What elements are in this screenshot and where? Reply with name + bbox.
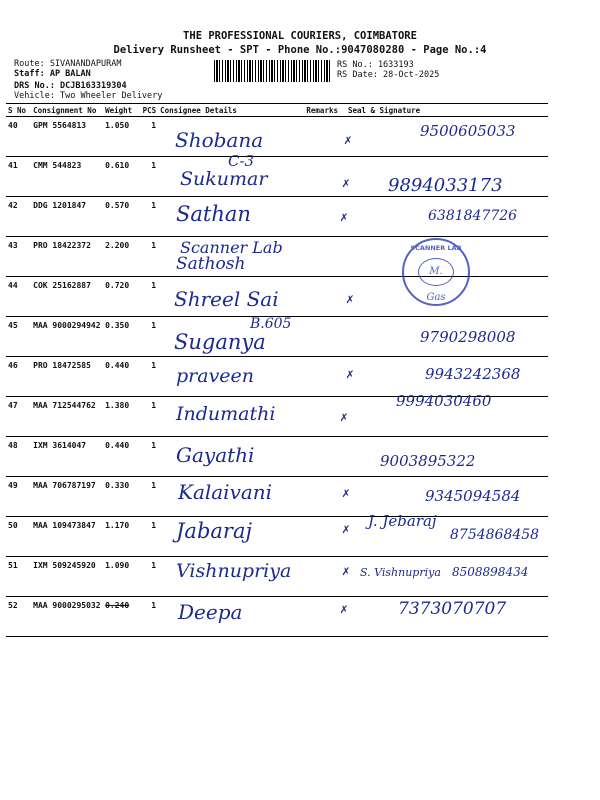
handwritten-phone: 9003895322 (380, 452, 476, 470)
drs-label: DRS No.: DCJB163319304 (14, 81, 127, 91)
tick-mark-icon: ✗ (346, 292, 354, 307)
handwritten-phone: 9500605033 (420, 122, 516, 140)
handwritten-name: Suganya (174, 330, 266, 354)
cell-sno: 52 (6, 597, 31, 637)
cell-pcs: 1 (141, 117, 159, 157)
handwritten-name: Jabaraj (176, 519, 252, 543)
cell-consignment: DDG 1201847 (31, 197, 103, 237)
rs-date: RS Date: 28-Oct-2025 (337, 70, 440, 80)
handwritten-name: Kalaivani (178, 480, 273, 504)
handwritten-name: Sukumar (180, 168, 268, 190)
cell-pcs: 1 (141, 597, 159, 637)
handwritten-phone: 8508898434 (452, 565, 529, 579)
tick-mark-icon: ✗ (340, 210, 348, 225)
handwritten-note: B.605 (250, 316, 292, 332)
cell-consignment: PRO 18422372 (31, 237, 103, 277)
rs-number: RS No.: 1633193 (337, 60, 414, 70)
staff-label: Staff: AP BALAN (14, 69, 91, 79)
cell-weight: 1.090 (103, 557, 141, 597)
cell-sno: 43 (6, 237, 31, 277)
cell-sno: 51 (6, 557, 31, 597)
cell-pcs: 1 (141, 237, 159, 277)
handwritten-signature: J. Jebaraj (368, 512, 437, 530)
cell-pcs: 1 (141, 317, 159, 357)
cell-weight: 0.440 (103, 357, 141, 397)
cell-consignment: CMM 544823 (31, 157, 103, 197)
tick-mark-icon: ✗ (342, 176, 350, 191)
col-signature: Seal & Signature (346, 104, 548, 117)
col-remarks: Remarks (304, 104, 346, 117)
cell-pcs: 1 (141, 277, 159, 317)
barcode-icon (214, 60, 332, 82)
cell-consignment: MAA 9000294942 (31, 317, 103, 357)
cell-sno: 42 (6, 197, 31, 237)
cell-weight: 0.350 (103, 317, 141, 357)
handwritten-phone: 8754868458 (450, 527, 540, 543)
handwritten-phone: 9943242368 (425, 365, 521, 383)
handwritten-name: Sathosh (176, 254, 246, 274)
cell-consignment: GPM 5564813 (31, 117, 103, 157)
handwritten-name: Indumathi (176, 403, 276, 425)
handwritten-name: Scanner Lab (180, 238, 283, 257)
cell-sno: 49 (6, 477, 31, 517)
cell-weight: 0.610 (103, 157, 141, 197)
stamp-signature: M. Gas (418, 258, 454, 286)
cell-pcs: 1 (141, 557, 159, 597)
cell-sno: 44 (6, 277, 31, 317)
handwritten-phone: 6381847726 (428, 208, 518, 224)
tick-mark-icon: ✗ (340, 410, 348, 425)
cell-pcs: 1 (141, 477, 159, 517)
cell-weight: 1.050 (103, 117, 141, 157)
handwritten-name: Shobana (175, 128, 264, 152)
tick-mark-icon: ✗ (340, 602, 348, 617)
cell-sno: 46 (6, 357, 31, 397)
cell-pcs: 1 (141, 157, 159, 197)
cell-sno: 41 (6, 157, 31, 197)
cell-pcs: 1 (141, 437, 159, 477)
handwritten-phone: 9994030460 (396, 392, 492, 410)
cell-weight: 0.570 (103, 197, 141, 237)
cell-pcs: 1 (141, 357, 159, 397)
cell-weight: 0.330 (103, 477, 141, 517)
handwritten-name: Deepa (178, 600, 243, 624)
cell-weight: 1.170 (103, 517, 141, 557)
col-consignment: Consignment No (31, 104, 103, 117)
stamp-text: SCANNER LAB (410, 244, 462, 252)
route-label: Route: SIVANANDAPURAM (14, 59, 122, 69)
cell-weight: 0.240 (103, 597, 141, 637)
vehicle-label: Vehicle: Two Wheeler Delivery (14, 91, 163, 101)
tick-mark-icon: ✗ (346, 367, 354, 382)
table-header-row (6, 104, 548, 117)
handwritten-phone: 7373070707 (398, 599, 507, 619)
company-title: THE PROFESSIONAL COURIERS, COIMBATORE (183, 30, 417, 42)
tick-mark-icon: ✗ (344, 133, 352, 148)
cell-weight: 1.380 (103, 397, 141, 437)
cell-consignment: MAA 9000295032 (31, 597, 103, 637)
cell-consignment: MAA 712544762 (31, 397, 103, 437)
cell-weight: 2.200 (103, 237, 141, 277)
tick-mark-icon: ✗ (342, 522, 350, 537)
company-seal-stamp (402, 238, 470, 306)
cell-consignment: COK 25162887 (31, 277, 103, 317)
cell-consignment: MAA 109473847 (31, 517, 103, 557)
col-pcs: PCS (142, 105, 157, 115)
col-consignee: Consignee Details (158, 104, 304, 117)
handwritten-name: Sathan (176, 202, 251, 226)
handwritten-name: Shreel Sai (174, 287, 279, 311)
handwritten-name: Gayathi (176, 443, 255, 467)
col-weight: Weight (103, 104, 141, 117)
cell-pcs: 1 (141, 517, 159, 557)
cell-pcs: 1 (141, 197, 159, 237)
handwritten-phone: 9894033173 (388, 175, 503, 196)
cell-sno: 50 (6, 517, 31, 557)
handwritten-name: Vishnupriya (176, 560, 292, 582)
cell-sno: 48 (6, 437, 31, 477)
cell-sno: 45 (6, 317, 31, 357)
col-sno: S No (6, 104, 31, 117)
handwritten-name: praveen (176, 365, 255, 387)
cell-consignment: PRO 18472585 (31, 357, 103, 397)
handwritten-phone: 9790298008 (420, 328, 516, 346)
handwritten-signature: S. Vishnupriya (360, 566, 441, 579)
cell-consignment: IXM 3614047 (31, 437, 103, 477)
runsheet-subtitle: Delivery Runsheet - SPT - Phone No.:9047080280 - Page No.:4 (113, 44, 487, 56)
tick-mark-icon: ✗ (342, 564, 350, 579)
cell-sno: 47 (6, 397, 31, 437)
cell-pcs: 1 (141, 397, 159, 437)
cell-weight: 0.440 (103, 437, 141, 477)
cell-consignment: MAA 706787197 (31, 477, 103, 517)
tick-mark-icon: ✗ (342, 486, 350, 501)
cell-sno: 40 (6, 117, 31, 157)
cell-consignment: IXM 509245920 (31, 557, 103, 597)
handwritten-phone: 9345094584 (425, 487, 521, 505)
handwritten-note: C-3 (228, 152, 255, 170)
cell-weight: 0.720 (103, 277, 141, 317)
